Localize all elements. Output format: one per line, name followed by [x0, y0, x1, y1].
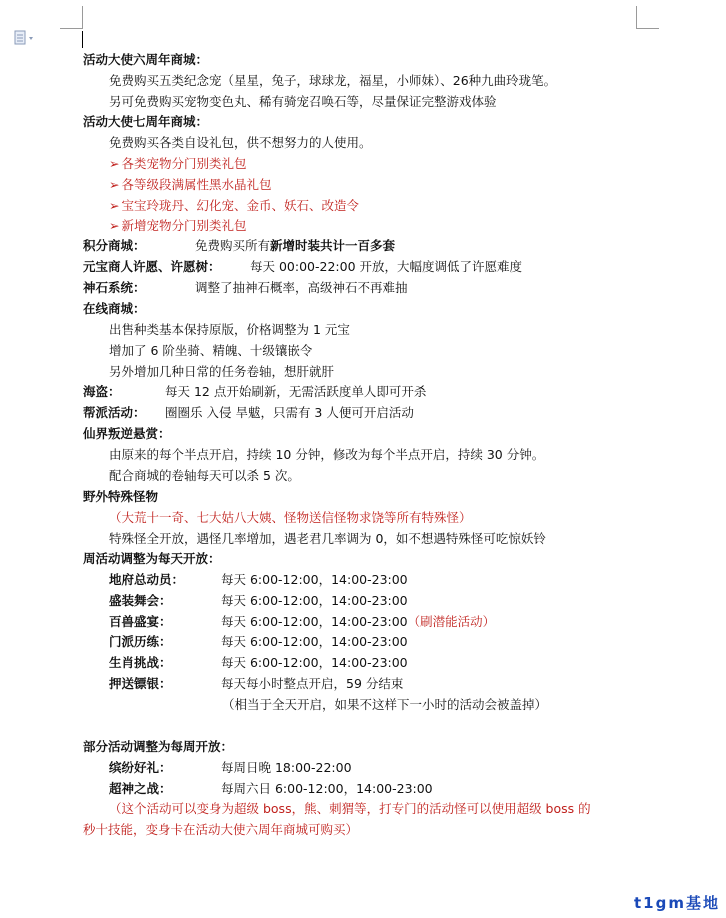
- value: 每天每小时整点开启，59 分结束: [221, 676, 404, 691]
- text-line: 增加了 6 阶坐骑、精魄、十级镶嵌令: [109, 343, 313, 358]
- text-line: 配合商城的卷轴每天可以杀 5 次。: [109, 468, 300, 483]
- heading-online-mall: 在线商城：: [83, 301, 146, 316]
- value: 圈圈乐 入侵 旱魃，只需有 3 人便可开启活动: [165, 405, 414, 420]
- red-list-item: ➢ 宝宝玲珑丹、幻化宠、金币、妖石、改造令: [109, 198, 359, 213]
- schedule-row: [109, 779, 433, 799]
- value: 每天 6:00-12:00，14:00-23:00: [221, 655, 408, 670]
- red-note: 秒十技能，变身卡在活动大使六周年商城可购买）: [83, 822, 359, 837]
- schedule-row: [109, 612, 496, 632]
- schedule-row: [109, 591, 408, 611]
- label: 门派历练：: [109, 634, 172, 649]
- heading-weekly-to-daily: 周活动调整为每天开放：: [83, 551, 221, 566]
- heading-six-anniversary: 活动大使六周年商城：: [83, 52, 209, 67]
- text-line: 出售种类基本保持原版，价格调整为 1 元宝: [109, 322, 350, 337]
- value: 每天 6:00-12:00，14:00-23:00（刷潜能活动）: [221, 614, 496, 629]
- label: 百兽盛宴：: [109, 614, 172, 629]
- red-list-item: ➢ 新增宠物分门别类礼包: [109, 218, 247, 233]
- text-line: 免费购买五类纪念宠（星星，兔子，球球龙，福星，小师妹）、26种九曲玲珑笔。: [109, 73, 557, 88]
- label: 押送镖银：: [109, 676, 172, 691]
- text-line: （相当于全天开启，如果不这样下一小时的活动会被盖掉）: [222, 697, 548, 712]
- value: 每天 12 点开始刷新，无需活跃度单人即可开杀: [165, 384, 427, 399]
- watermark: t1gm基地: [634, 894, 720, 912]
- label: 帮派活动：: [83, 405, 146, 420]
- value: 每天 6:00-12:00，14:00-23:00: [221, 593, 408, 608]
- red-arrow-icon: ➢: [109, 177, 120, 192]
- crop-mark-top-right: [636, 6, 659, 29]
- text-line: 由原来的每个半点开启，持续 10 分钟，修改为每个半点开启，持续 30 分钟。: [109, 447, 545, 462]
- heading-bounty: 仙界叛逆悬赏：: [83, 426, 171, 441]
- value: 每天 00:00-22:00 开放，大幅度调低了许愿难度: [250, 259, 523, 274]
- red-list-item: ➢ 各等级段满属性黑水晶礼包: [109, 177, 272, 192]
- red-arrow-icon: ➢: [109, 218, 120, 233]
- wish-tree-line: [83, 257, 523, 277]
- label: 神石系统：: [83, 280, 146, 295]
- text-line: 免费购买各类自设礼包，供不想努力的人使用。: [109, 135, 372, 150]
- points-mall-line: [83, 236, 396, 256]
- value: 免费购买所有新增时装共计一百多套: [195, 238, 396, 253]
- label: 地府总动员：: [109, 572, 185, 587]
- label: 积分商城：: [83, 238, 146, 253]
- god-stone-line: [83, 278, 408, 298]
- value: 调整了抽神石概率，高级神石不再难抽: [195, 280, 408, 295]
- document-icon[interactable]: [14, 30, 36, 46]
- schedule-row: [109, 758, 352, 778]
- label: 缤纷好礼：: [109, 760, 172, 775]
- text-line: 另外增加几种日常的任务卷轴，想肝就肝: [109, 364, 335, 379]
- label: 海盗：: [83, 384, 121, 399]
- text-line: 特殊怪全开放，遇怪几率增加，遇老君几率调为 0，如不想遇特殊怪可吃惊妖铃: [109, 531, 546, 546]
- red-list-item: ➢ 各类宠物分门别类礼包: [109, 156, 247, 171]
- schedule-row: [109, 570, 408, 590]
- guild-activity-line: [83, 403, 414, 423]
- heading-seven-anniversary: 活动大使七周年商城：: [83, 114, 209, 129]
- value: 每周六日 6:00-12:00，14:00-23:00: [221, 781, 433, 796]
- red-note: （大荒十一奇、七大姑八大姨、怪物送信怪物求饶等所有特殊怪）: [109, 510, 472, 525]
- heading-special-monsters: 野外特殊怪物: [83, 489, 159, 504]
- heading-weekly: 部分活动调整为每周开放：: [83, 739, 234, 754]
- label: 盛装舞会：: [109, 593, 172, 608]
- label: 超神之战：: [109, 781, 172, 796]
- value: 每周日晚 18:00-22:00: [221, 760, 352, 775]
- text-line: 另可免费购买宠物变色丸、稀有骑宠召唤石等，尽量保证完整游戏体验: [109, 94, 497, 109]
- value: 每天 6:00-12:00，14:00-23:00: [221, 572, 408, 587]
- red-arrow-icon: ➢: [109, 156, 120, 171]
- schedule-row: [109, 632, 408, 652]
- label: 生肖挑战：: [109, 655, 172, 670]
- schedule-row: [109, 653, 408, 673]
- label: 元宝商人许愿、许愿树：: [83, 259, 221, 274]
- red-arrow-icon: ➢: [109, 198, 120, 213]
- value: 每天 6:00-12:00，14:00-23:00: [221, 634, 408, 649]
- pirate-line: [83, 382, 427, 402]
- red-note: （这个活动可以变身为超级 boss，熊、刺猬等，打专门的活动怪可以使用超级 boss 的: [109, 801, 591, 816]
- text-cursor: [82, 31, 83, 48]
- schedule-row: [109, 674, 404, 694]
- crop-mark-top-left: [60, 6, 83, 29]
